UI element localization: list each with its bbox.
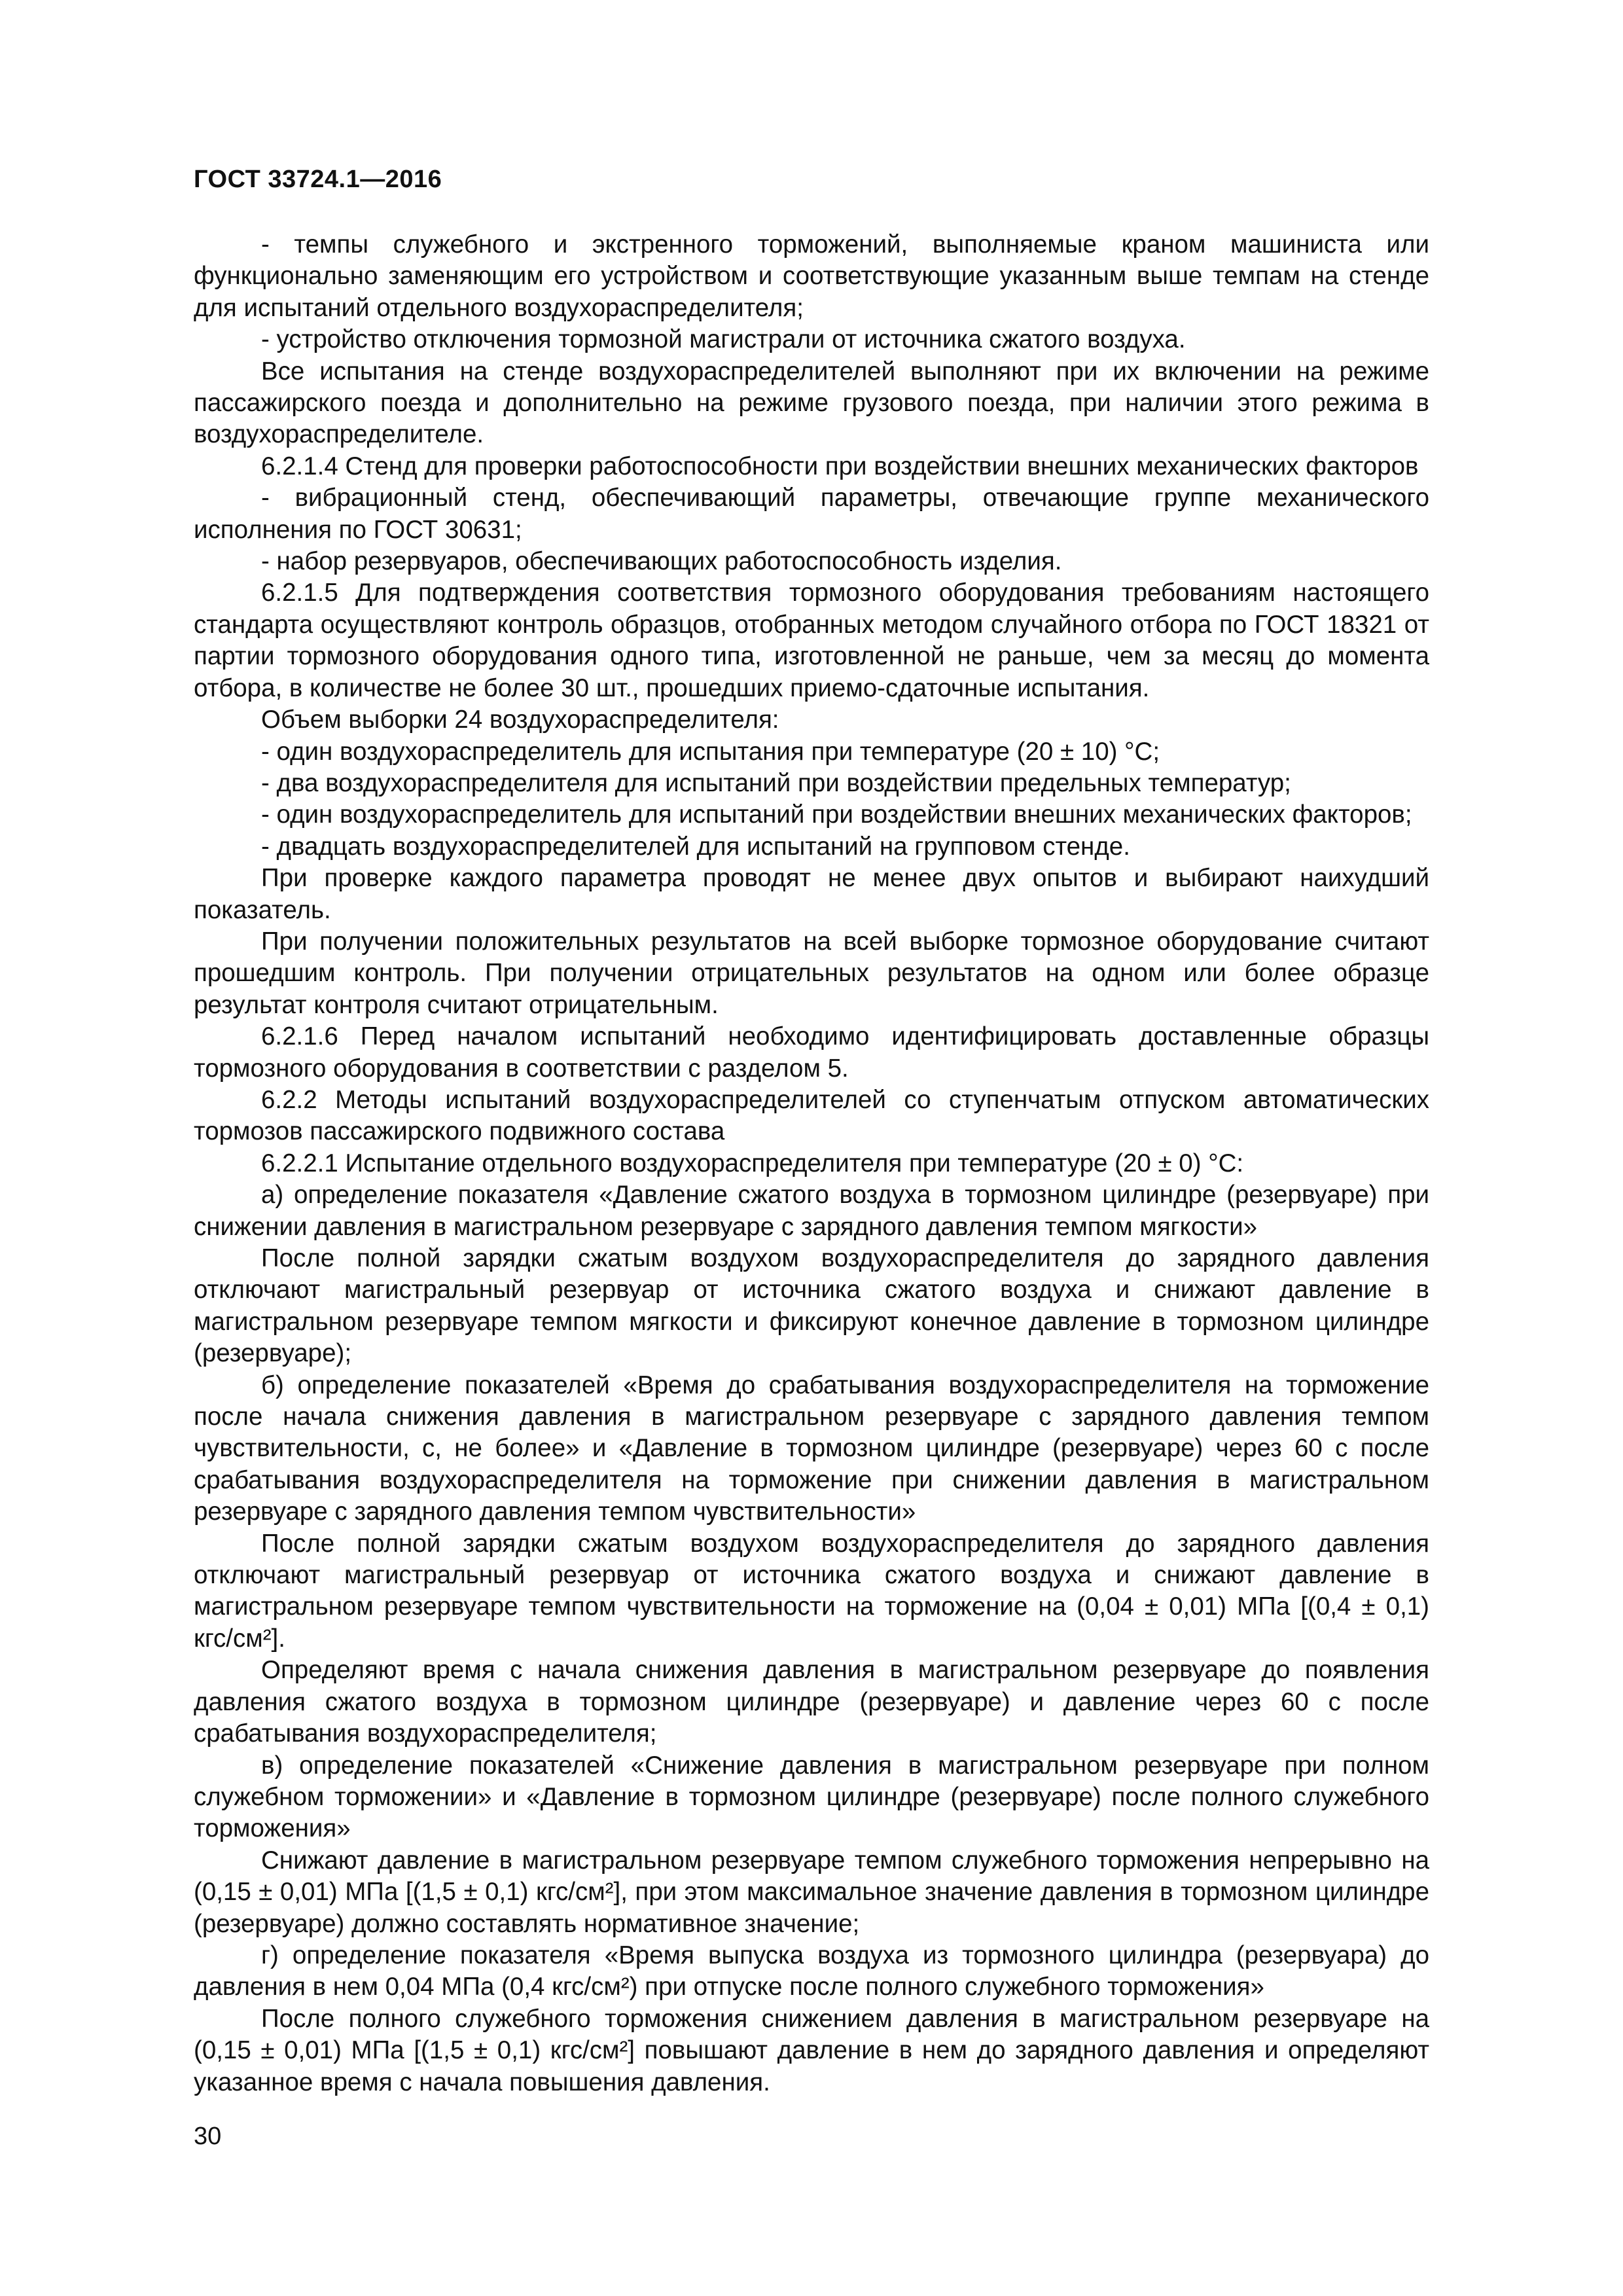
paragraph-all-tests-modes: Все испытания на стенде воздухораспределителей выполняют при их включении на режиме пассажирского поезда и дополнительно на режиме грузового поезда, при наличии этого режима в воздухораспределителе. [194, 357, 1429, 449]
paragraph-sample-size: Объем выборки 24 воздухораспределителя: [261, 706, 779, 734]
paragraph-vibration-stand: - вибрационный стенд, обеспечивающий параметры, отвечающие группе механического исполнения по ГОСТ 30631; [194, 484, 1429, 544]
paragraph-6-2-1-4: 6.2.1.4 Стенд для проверки работоспособности при воздействии внешних механических факторов [261, 452, 1419, 480]
paragraph-reservoirs-set: - набор резервуаров, обеспечивающих работоспособность изделия. [261, 547, 1062, 576]
paragraph-sample-one-temp: - один воздухораспределитель для испытания при температуре (20 ± 10) °С; [261, 737, 1160, 766]
paragraph-sample-one-mech: - один воздухораспределитель для испытаний при воздействии внешних механических факторов; [261, 800, 1412, 829]
paragraph-disconnect-device: - устройство отключения тормозной магистрали от источника сжатого воздуха. [261, 325, 1186, 354]
paragraph-item-g-procedure: После полного служебного торможения снижением давления в магистральном резервуаре на (0,15 ± 0,01) МПа [(1,5 ± 0,1) кгс/см²] повышают давление в нем до зарядного давления и определяют указанное время с начала повышения давления. [194, 2004, 1429, 2096]
paragraph-worst-value: При проверке каждого параметра проводят не менее двух опытов и выбирают наихудший показатель. [194, 864, 1429, 924]
paragraph-6-2-2-1: 6.2.2.1 Испытание отдельного воздухораспределителя при температуре (20 ± 0) °С: [261, 1149, 1244, 1177]
paragraph-item-b-determination: Определяют время с начала снижения давления в магистральном резервуаре до появления давления сжатого воздуха в тормозном цилиндре (резервуаре) и давление через 60 с после срабатывания воздухораспределителя; [194, 1656, 1429, 1748]
paragraph-sample-two-limit: - два воздухораспределителя для испытаний при воздействии предельных температур; [261, 768, 1291, 797]
document-body [194, 229, 1429, 2098]
paragraph-sample-twenty-group: - двадцать воздухораспределителей для испытаний на групповом стенде. [261, 832, 1130, 861]
paragraph-item-a-procedure: После полной зарядки сжатым воздухом воздухораспределителя до зарядного давления отключают магистральный резервуар от источника сжатого воздуха и снижают давление в магистральном резервуаре темпом мягкости и фиксируют конечное давление в тормозном цилиндре (резервуаре); [194, 1244, 1429, 1368]
page-number: 30 [194, 2123, 222, 2150]
paragraph-results-evaluation: При получении положительных результатов на всей выборке тормозное оборудование считают прошедшим контроль. При получении отрицательных результатов на одном или более образце результат контроля считают отрицательным. [194, 927, 1429, 1019]
paragraph-item-v: в) определение показателей «Снижение давления в магистральном резервуаре при полном служебном торможении» и «Давление в тормозном цилиндре (резервуаре) после полного служебного торможения» [194, 1751, 1429, 1843]
paragraph-item-g: г) определение показателя «Время выпуска воздуха из тормозного цилиндра (резервуара) до давления в нем 0,04 МПа (0,4 кгс/см²) при отпуске после полного служебного торможения» [194, 1941, 1429, 2001]
paragraph-6-2-1-5: 6.2.1.5 Для подтверждения соответствия тормозного оборудования требованиям настоящего стандарта осуществляют контроль образцов, отобранных методом случайного отбора по ГОСТ 18321 от партии тормозного оборудования одного типа, изготовленной не раньше, чем за месяц до момента отбора, в количестве не более 30 шт., прошедших приемо-сдаточные испытания. [194, 579, 1429, 702]
paragraph-item-b-procedure: После полной зарядки сжатым воздухом воздухораспределителя до зарядного давления отключают магистральный резервуар от источника сжатого воздуха и снижают давление в магистральном резервуаре темпом чувствительности на торможение на (0,04 ± 0,01) МПа [(0,4 ± 0,1) кгс/см²]. [194, 1529, 1429, 1653]
paragraph-item-a: а) определение показателя «Давление сжатого воздуха в тормозном цилиндре (резервуаре) при снижении давления в магистральном резервуаре с зарядного давления темпом мягкости» [194, 1181, 1429, 1241]
paragraph-6-2-1-6: 6.2.1.6 Перед началом испытаний необходимо идентифицировать доставленные образцы тормозного оборудования в соответствии с разделом 5. [194, 1022, 1429, 1083]
paragraph-service-braking-rates: - темпы служебного и экстренного торможений, выполняемые краном машиниста или функционально заменяющим его устройством и соответствующие указанным выше темпам на стенде для испытаний отдельного воздухораспределителя; [194, 230, 1429, 322]
paragraph-item-v-procedure: Снижают давление в магистральном резервуаре темпом служебного торможения непрерывно на (0,15 ± 0,01) МПа [(1,5 ± 0,1) кгс/см²], при этом максимальное значение давления в тормозном цилиндре (резервуаре) должно составлять нормативное значение; [194, 1846, 1429, 1938]
paragraph-6-2-2: 6.2.2 Методы испытаний воздухораспределителей со ступенчатым отпуском автоматических тормозов пассажирского подвижного состава [194, 1085, 1429, 1146]
standard-designation: ГОСТ 33724.1—2016 [194, 166, 442, 193]
paragraph-item-b: б) определение показателей «Время до срабатывания воздухораспределителя на торможение после начала снижения давления в магистральном резервуаре с зарядного давления темпом чувствительности, с, не более» и «Давление в тормозном цилиндре (резервуаре) через 60 с после срабатывания воздухораспределителя на торможение при снижении давления в магистральном резервуаре с зарядного давления темпом чувствительности» [194, 1371, 1429, 1526]
